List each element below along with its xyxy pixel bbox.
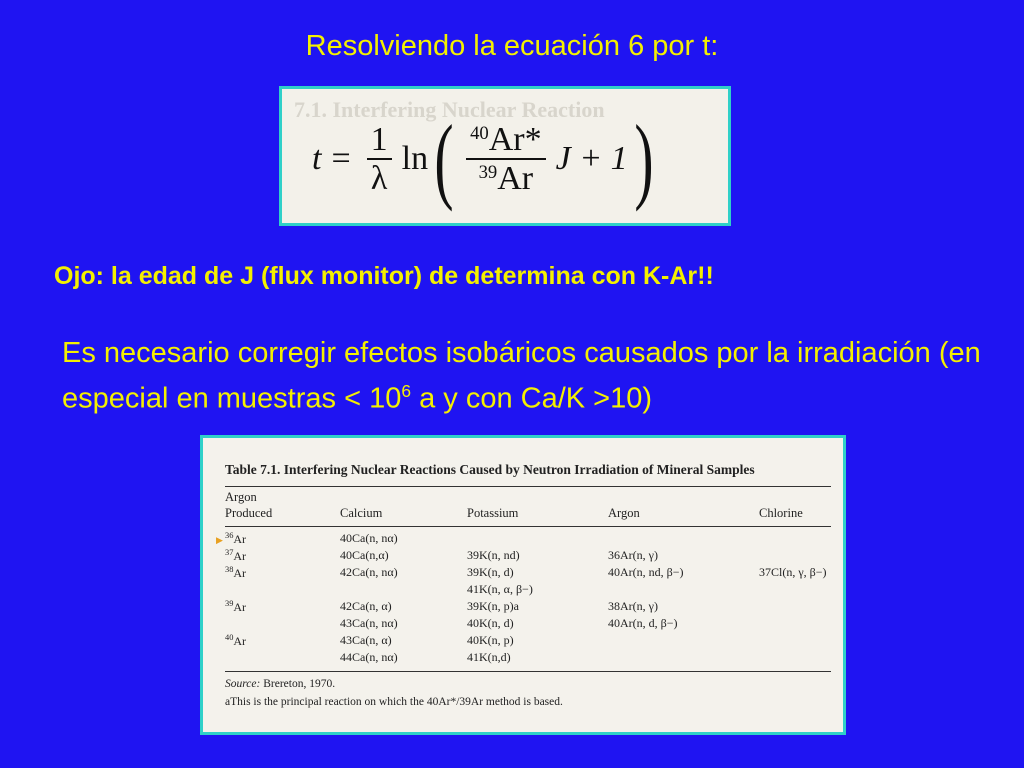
table-header-rule <box>225 526 831 527</box>
row-ar39-argon-1: 38Ar(n, γ) <box>608 599 658 613</box>
row-ar40-calcium-2: 44Ca(n, nα) <box>340 650 398 664</box>
equation-background-text: 7.1. Interfering Nuclear Reaction <box>294 97 605 122</box>
row-ar36-label: $^{36}$Ar <box>225 531 247 546</box>
paragraph-text-2: a y con Ca/K >10) <box>411 382 653 415</box>
eq-open-paren: ( <box>434 105 454 212</box>
eq-close-paren: ) <box>634 105 654 212</box>
body-paragraph <box>62 334 1002 418</box>
row-ar38-potassium-2: 41K(n, α, β−) <box>467 582 533 596</box>
table-bottom-rule <box>225 671 831 672</box>
eq-ar39: $^{39}$Ar <box>478 160 534 197</box>
header-calcium: Calcium <box>340 506 383 520</box>
row-ar40-potassium-2: 41K(n,d) <box>467 650 511 664</box>
row-ar40-calcium-1: 43Ca(n, α) <box>340 633 392 647</box>
slide-title: Resolviendo la ecuación 6 por t: <box>305 30 719 62</box>
row-ar39-potassium-2: 40K(n, d) <box>467 616 514 630</box>
row-ar39-calcium-1: 42Ca(n, α) <box>340 599 392 613</box>
row-ar39-potassium-1: 39K(n, p)a <box>467 599 519 613</box>
row-ar37-label: $^{37}$Ar <box>225 548 247 563</box>
row-ar38-argon: 40Ar(n, nd, β−) <box>608 565 684 579</box>
eq-ln: ln <box>401 140 429 177</box>
eq-lambda: λ <box>370 160 388 197</box>
row-ar38-potassium-1: 39K(n, d) <box>467 565 514 579</box>
row-ar37-potassium: 39K(n, nd) <box>467 548 520 562</box>
eq-equals: = <box>331 140 351 177</box>
header-argon-produced-1: Argon <box>225 490 257 504</box>
paragraph-text-1: Es necesario corregir efectos isobáricos causados por la irradiación (en especial en muestras < 10 <box>62 337 981 415</box>
header-argon: Argon <box>608 506 640 520</box>
row-ar37-argon: 36Ar(n, γ) <box>608 548 658 562</box>
header-argon-produced-2: Produced <box>225 506 273 520</box>
row-ar39-calcium-2: 43Ca(n, nα) <box>340 616 398 630</box>
eq-t: t <box>312 140 322 177</box>
table-footnote: aThis is the principal reaction on which the 40Ar*/39Ar method is based. <box>225 696 563 708</box>
table-top-rule <box>225 486 831 487</box>
row-ar38-label: $^{38}$Ar <box>225 565 247 580</box>
row-ar39-label: $^{39}$Ar <box>225 599 247 614</box>
row-ar40-label: $^{40}$Ar <box>225 633 247 648</box>
header-potassium: Potassium <box>467 506 519 520</box>
eq-one: 1 <box>367 121 392 160</box>
row-ar39-argon-2: 40Ar(n, d, β−) <box>608 616 678 630</box>
eq-j-term: J + 1 <box>555 140 628 177</box>
eq-ar40: $^{40}$Ar* <box>466 121 546 160</box>
reactions-table-image <box>200 435 846 735</box>
row-ar37-calcium: 40Ca(n,α) <box>340 548 389 562</box>
eq-ar-ratio <box>466 121 546 198</box>
table-source: Source: Brereton, 1970. <box>225 678 336 690</box>
row-marker-icon: ▶ <box>216 535 223 545</box>
equation-image <box>279 86 731 226</box>
header-chlorine: Chlorine <box>759 506 803 520</box>
row-ar38-chlorine: 37Cl(n, γ, β−) <box>759 565 827 579</box>
row-ar38-calcium: 42Ca(n, nα) <box>340 565 398 579</box>
row-ar36-calcium: 40Ca(n, nα) <box>340 531 398 545</box>
eq-one-over-lambda <box>367 121 392 198</box>
row-ar40-potassium-1: 40K(n, p) <box>467 633 514 647</box>
warning-note: Ojo: la edad de J (flux monitor) de determina con K-Ar!! <box>54 262 714 290</box>
paragraph-exponent: 6 <box>401 381 412 401</box>
table-caption: Table 7.1. Interfering Nuclear Reactions Caused by Neutron Irradiation of Mineral Samples <box>225 462 755 477</box>
